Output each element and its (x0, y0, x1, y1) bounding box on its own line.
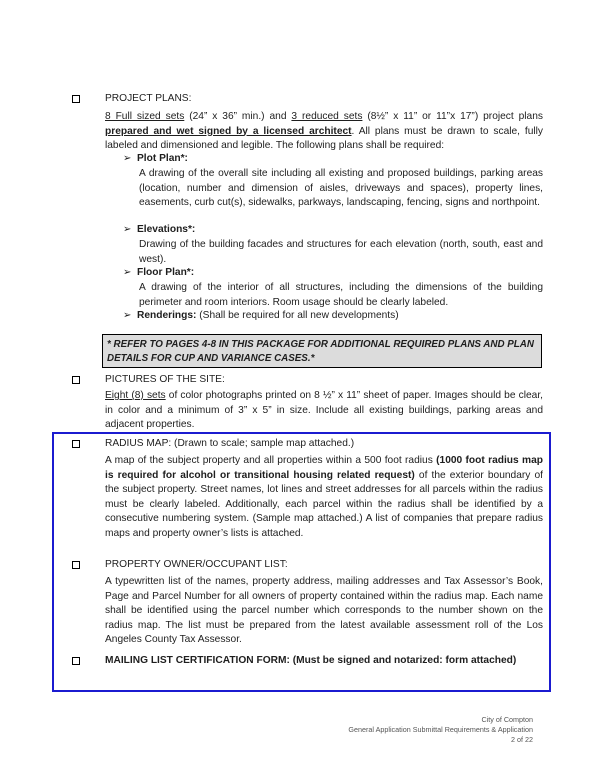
project-plans-paragraph (105, 110, 543, 154)
plans-note-box: * REFER TO PAGES 4-8 IN THIS PACKAGE FOR ADDITIONAL REQUIRED PLANS AND PLAN DETAILS FOR CUP AND VARIANCE CASES.* (102, 334, 542, 368)
footer-doc-title: General Application Submittal Requirements & Application (348, 725, 533, 734)
radius-text-1: A map of the subject property and all properties within a 500 foot radius (105, 455, 437, 466)
owner-list-checkbox[interactable] (72, 561, 80, 569)
renderings-desc: (Shall be required for all new developments) (196, 310, 399, 321)
elevations-desc: Drawing of the building facades and structures for each elevation (north, south, east and west). (139, 239, 543, 265)
plans-text-1: (24” x 36” min.) and (184, 111, 292, 122)
plot-plan-title: Plot Plan*: (137, 153, 188, 164)
footer-city: City of Compton (481, 715, 533, 724)
floor-plan-desc: A drawing of the interior of all structures, including the dimensions of the building perimeter and room interiors. Room usage should be clearly labeled. (139, 282, 543, 308)
radius-map-paragraph (105, 454, 543, 541)
plans-text-2: (8½” x 11” or 11”x 17”) project plans (362, 111, 543, 122)
pictures-checkbox[interactable] (72, 376, 80, 384)
radius-map-title: RADIUS MAP: (Drawn to scale; sample map attached.) (105, 438, 355, 449)
owner-list-paragraph: A typewritten list of the names, property address, mailing addresses and Tax Assessor’s Book, Page and Parcel Number for all owners of property contained within the radius map. Each name shall be identified using the parcel number which corresponds to the number shown on the radius map. The list must be prepared from the latest available assessment roll of the Los Angeles County Tax Assessor. (105, 576, 543, 645)
owner-list-title: PROPERTY OWNER/OCCUPANT LIST: (105, 559, 288, 570)
mailing-title: MAILING LIST CERTIFICATION FORM: (Must be signed and notarized: form attached) (105, 655, 517, 666)
radius-map-checkbox[interactable] (72, 440, 80, 448)
mailing-checkbox[interactable] (72, 657, 80, 665)
arrow-bullet-icon: ➢ (123, 310, 132, 321)
pictures-paragraph (105, 389, 543, 433)
elevations-title: Elevations*: (137, 224, 196, 235)
pictures-text: of color photographs printed on 8 ½” x 11” sheet of paper. Images should be clear, in color and a minimum of 3” x 5” in size. Include all existing buildings, parking areas and adjacent properties. (105, 390, 543, 430)
eight-sets-text: Eight (8) sets (105, 390, 166, 401)
page-footer (348, 715, 533, 745)
renderings-title: Renderings: (137, 310, 197, 321)
radius-bold-text: (1000 foot radius map is required for alcohol or transitional housing related request) (105, 455, 543, 481)
pictures-title: PICTURES OF THE SITE: (105, 374, 225, 385)
radius-text-2: of the exterior boundary of the subject property. Street names, lot lines and street addresses for all parcels within the radius must be clearly labeled. Additionally, each parcel within the radius shall be identified by a consecutive numbering system. (Sample map attached.) A list of companies that prepare radius maps and property owner’s lists is attached. (105, 469, 543, 539)
project-plans-title: PROJECT PLANS: (105, 93, 192, 104)
project-plans-checkbox[interactable] (72, 95, 80, 103)
reduced-sets-text: 3 reduced sets (291, 111, 363, 122)
arrow-bullet-icon: ➢ (123, 153, 132, 164)
full-sets-text: 8 Full sized sets (105, 111, 185, 122)
footer-page-number: 2 of 22 (511, 735, 533, 744)
arrow-bullet-icon: ➢ (123, 224, 132, 235)
architect-text: prepared and wet signed by a licensed architect (105, 125, 352, 137)
plans-text-3: . All plans must be drawn to scale, fully labeled and dimensioned and legible. The following plans shall be required: (105, 125, 543, 151)
arrow-bullet-icon: ➢ (123, 267, 132, 278)
floor-plan-title: Floor Plan*: (137, 267, 195, 278)
plot-plan-desc: A drawing of the overall site including all existing and proposed buildings, parking areas (location, number and dimension of aisles, driveways and spaces), property lines, easements, curb cut(s), sidewalks, parkways, landscaping, fencing, signs and northpoint. (139, 168, 543, 208)
